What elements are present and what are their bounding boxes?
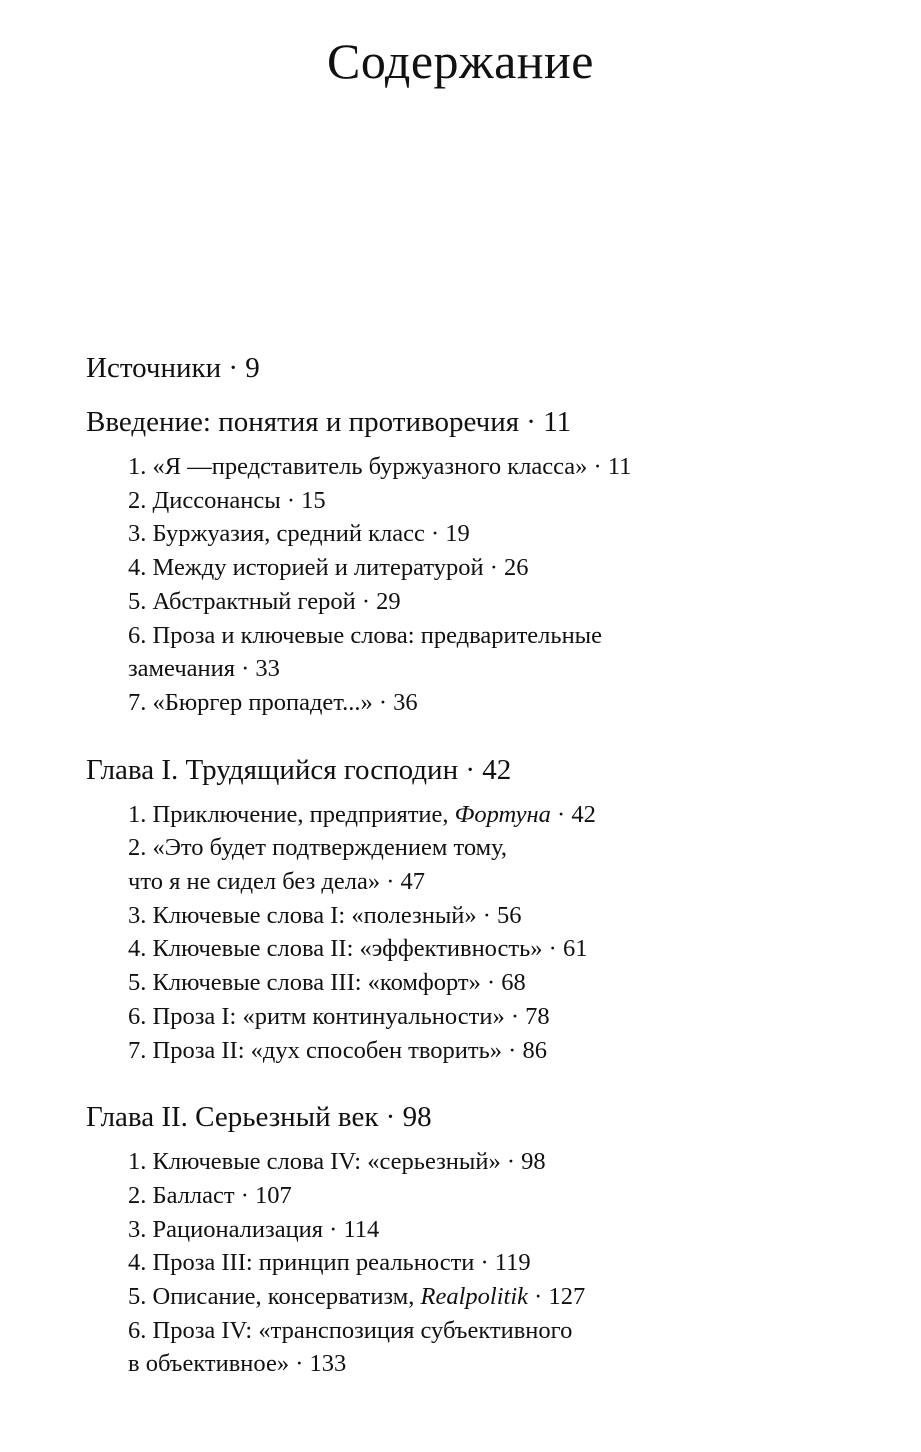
toc-entry-italic: Фортуна: [454, 800, 551, 828]
toc-entry-text: 4. Проза III: принцип реальности · 119: [128, 1249, 531, 1277]
toc-entry-text: 6. Проза и ключевые слова: предварительные: [128, 621, 603, 649]
toc-entry-text: 1. Ключевые слова IV: «серьезный» · 98: [128, 1148, 546, 1176]
toc-entry: [128, 450, 886, 484]
toc-entry: [128, 798, 886, 832]
toc-entries: [128, 798, 886, 1068]
toc-entry-text: 5. Ключевые слова III: «комфорт» · 68: [128, 969, 526, 997]
toc-section-title: Источники · 9: [86, 352, 260, 384]
toc-section-title: Введение: понятия и противоречия · 11: [86, 406, 572, 438]
toc-entry: [128, 831, 886, 898]
toc-entry-text-continued: замечания · 33: [128, 655, 280, 683]
toc-entry: [128, 1246, 886, 1280]
toc-entry-text: 2. Диссонансы · 15: [128, 486, 326, 514]
toc-section-intro: [86, 400, 886, 720]
toc-entry-text-continued: что я не сидел без дела» · 47: [128, 868, 425, 896]
toc-entry: [128, 517, 886, 551]
toc-entry-text: 7. Проза II: «дух способен творить» · 86: [128, 1036, 547, 1064]
toc-entries: [128, 1145, 886, 1381]
toc-section-title: Глава II. Серьезный век · 98: [86, 1101, 432, 1134]
toc-entry: [128, 619, 886, 686]
toc-entry: [128, 1145, 886, 1179]
toc-entry: [128, 686, 886, 720]
toc-section-chapter-1: [86, 748, 886, 1068]
toc-entry-text: 7. «Бюргер пропадет...» · 36: [128, 688, 418, 716]
toc-entry: [128, 1314, 886, 1381]
page-title: Содержание: [327, 33, 594, 89]
toc-entry-text: 6. Проза I: «ритм континуальности» · 78: [128, 1002, 550, 1030]
toc-entry: [128, 484, 886, 518]
toc-entry: [128, 932, 886, 966]
toc-section-chapter-2: [86, 1095, 886, 1381]
toc-entry-text-continued: в объективное» · 133: [128, 1350, 347, 1378]
toc-entry-text: 2. Балласт · 107: [128, 1181, 292, 1209]
toc-entry: [128, 1034, 886, 1068]
toc-entry-text: 5. Абстрактный герой · 29: [128, 587, 401, 615]
toc-entry-text: 3. Ключевые слова I: «полезный» · 56: [128, 901, 522, 929]
toc-entry-text: 4. Ключевые слова II: «эффективность» · 61: [128, 935, 588, 963]
toc-entry-text: 3. Буржуазия, средний класс · 19: [128, 520, 470, 548]
toc-entry-text: 1. «Я —представитель буржуазного класса» · 11: [128, 453, 632, 480]
toc-entries: [128, 450, 886, 720]
toc-entry-text: 5. Описание, консерватизм,: [128, 1283, 421, 1311]
toc-entry: [128, 1179, 886, 1213]
toc-entry-italic: Realpolitik: [420, 1283, 529, 1311]
table-of-contents: [86, 346, 886, 1381]
toc-entry: [128, 966, 886, 1000]
toc-entry-text: 1. Приключение, предприятие,: [128, 800, 455, 828]
toc-entry-text: 2. «Это будет подтверждением тому,: [128, 834, 508, 862]
toc-entry: [128, 585, 886, 619]
toc-entry-text: 4. Между историей и литературой · 26: [128, 554, 529, 582]
toc-entry-text: 3. Рационализация · 114: [128, 1215, 380, 1243]
toc-entry: [128, 899, 886, 933]
toc-entry-page: · 127: [528, 1283, 586, 1311]
toc-entry: [128, 1213, 886, 1247]
toc-entry: [128, 1280, 886, 1314]
toc-section-title: Глава I. Трудящийся господин · 42: [86, 753, 512, 786]
toc-entry-text: 6. Проза IV: «транспозиция субъективного: [128, 1316, 573, 1344]
toc-entry: [128, 551, 886, 585]
toc-section-sources: [86, 346, 886, 390]
toc-entry: [128, 1000, 886, 1034]
toc-entry-page: · 42: [550, 800, 596, 828]
